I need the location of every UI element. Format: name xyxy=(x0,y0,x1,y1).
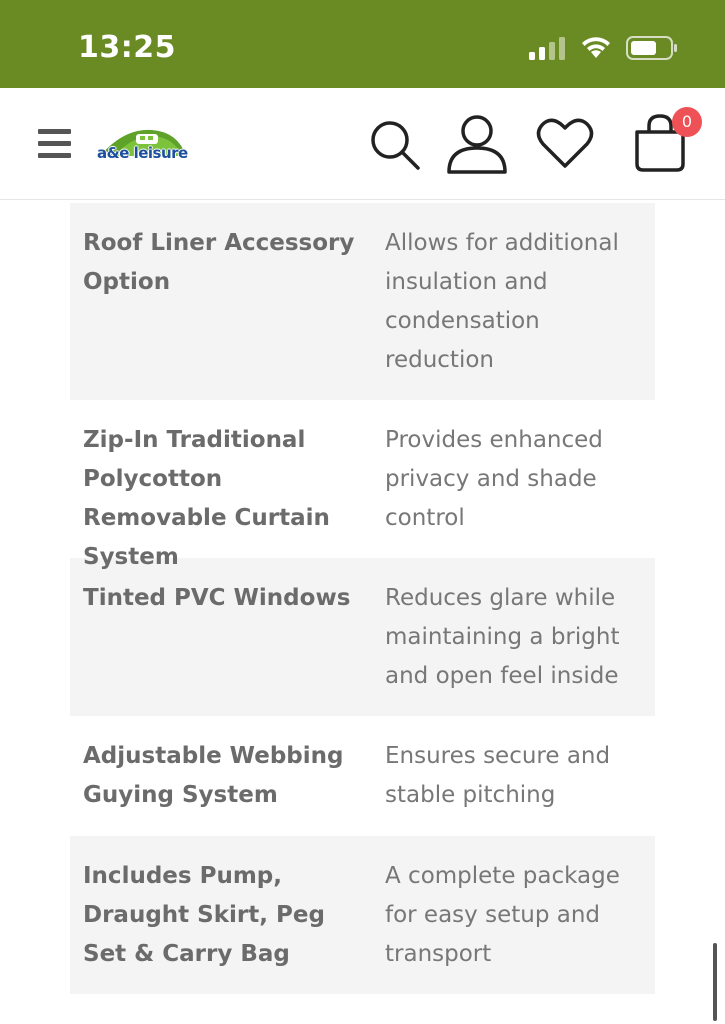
status-time: 13:25 xyxy=(78,30,176,65)
table-row xyxy=(70,203,655,400)
feature-name: Zip-In Traditional Polycotton Removable Curtain System xyxy=(83,427,330,570)
table-row xyxy=(70,558,655,716)
logo-text: a&e leisure xyxy=(97,144,188,162)
feature-description: Reduces glare while maintaining a bright and open feel inside xyxy=(385,585,620,689)
table-row xyxy=(70,836,655,994)
heart-icon[interactable] xyxy=(536,116,594,170)
account-icon[interactable] xyxy=(446,114,508,176)
wifi-icon xyxy=(580,35,612,59)
brand-logo[interactable] xyxy=(94,126,190,166)
feature-description: Ensures secure and stable pitching xyxy=(385,743,611,808)
status-bar xyxy=(0,0,725,88)
cellular-signal-icon xyxy=(529,37,567,61)
feature-description: A complete package for easy setup and transport xyxy=(385,863,620,967)
feature-name: Includes Pump, Draught Skirt, Peg Set & Carry Bag xyxy=(83,863,325,967)
table-row xyxy=(70,716,655,836)
feature-name: Adjustable Webbing Guying System xyxy=(83,743,344,808)
feature-description: Allows for additional insulation and condensation reduction xyxy=(385,230,619,373)
scrollbar[interactable] xyxy=(713,943,717,1021)
site-header xyxy=(0,88,725,200)
feature-description: Provides enhanced privacy and shade control xyxy=(385,427,603,531)
hamburger-menu-icon[interactable] xyxy=(38,129,72,159)
feature-name: Roof Liner Accessory Option xyxy=(83,230,355,295)
table-row xyxy=(70,400,655,570)
cart-count-badge: 0 xyxy=(672,107,702,137)
feature-spec-table xyxy=(70,203,655,994)
search-icon[interactable] xyxy=(368,118,422,172)
battery-icon xyxy=(626,36,678,60)
feature-name: Tinted PVC Windows xyxy=(83,585,351,611)
